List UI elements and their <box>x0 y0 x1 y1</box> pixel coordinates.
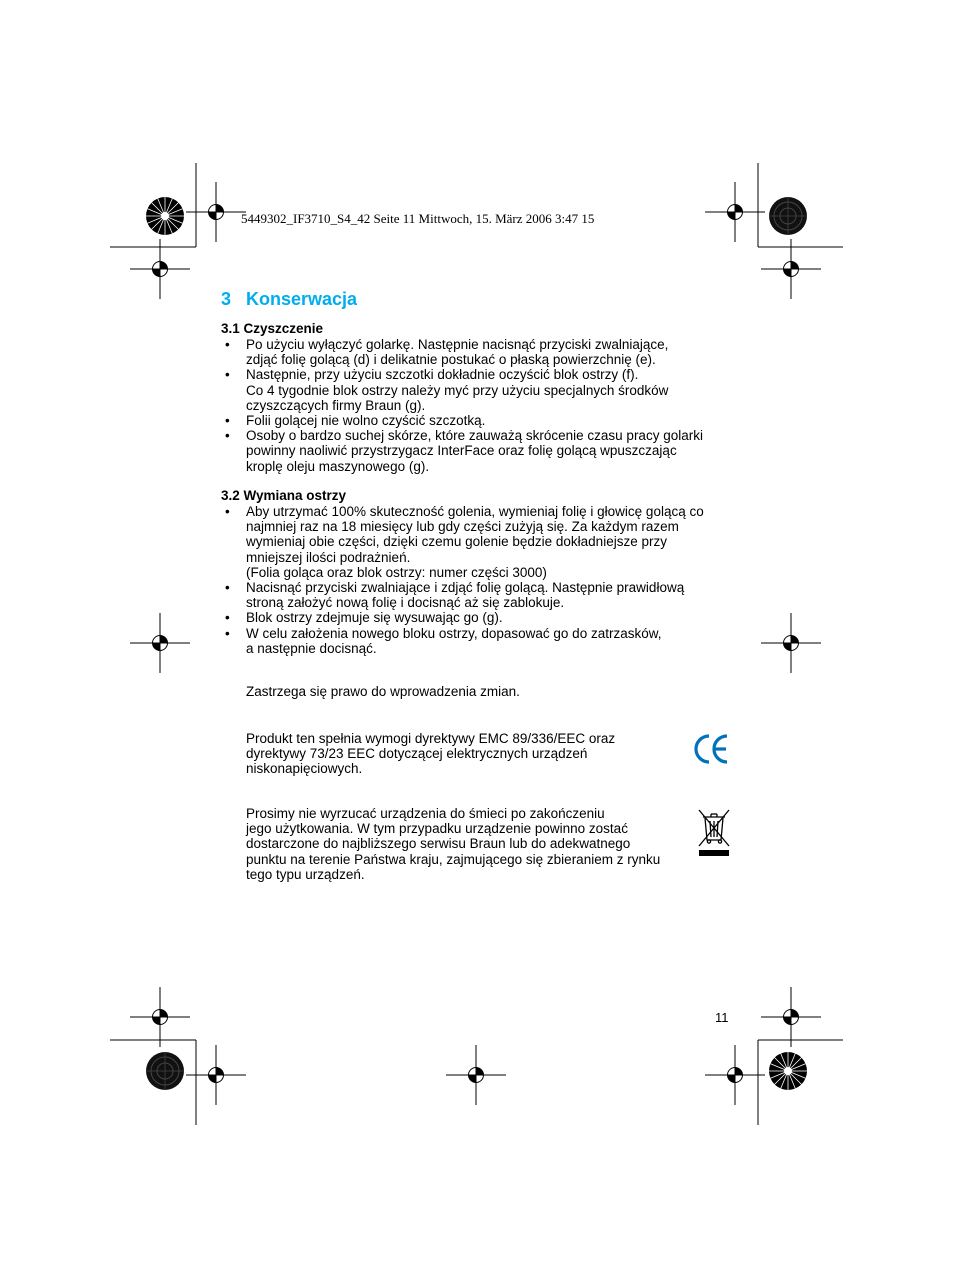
crossed-bin-icon <box>697 808 731 860</box>
list-item: • Blok ostrzy zdejmuje się wysuwając go (g). <box>225 610 503 626</box>
bullet: • <box>225 337 230 352</box>
list-item: • Po użyciu wyłączyć golarkę. Następnie nacisnąć przyciski zwalniające, zdjąć folię golącą (d) i delikatnie postukać o płaską powierzchnię (e). <box>225 337 669 368</box>
list-item: • Folii golącej nie wolno czyścić szczotką. <box>225 413 486 429</box>
list-item: • Następnie, przy użyciu szczotki dokładnie oczyścić blok ostrzy (f). Co 4 tygodnie blok ostrzy należy myć przy użyciu specjalnych środków czyszczących firmy Braun (g). <box>225 367 669 413</box>
subheading-cleaning: 3.1 Czyszczenie <box>221 321 324 336</box>
bullet: • <box>225 413 230 429</box>
subheading-blade-replacement: 3.2 Wymiana ostrzy <box>221 488 347 503</box>
list-item: • Aby utrzymać 100% skuteczność golenia, wymieniaj folię i głowicę golącą co najmniej raz na 18 miesięcy lub gdy części zużyją się. Za każdym razem wymieniaj obie części, dzięki czemu golenie będzie dokładniejsze przy mniejszej ilości podrażnień. (Folia goląca oraz blok ostrzy: numer części 3000) <box>225 504 704 580</box>
bullet: • <box>225 428 230 444</box>
cleaning-list <box>221 337 741 474</box>
bullet: • <box>225 625 230 641</box>
list-item: • Nacisnąć przyciski zwalniające i zdjąć folię golącą. Następnie prawidłową stroną założyć nową folię i docisnąć aż się zablokuje. <box>225 580 685 611</box>
section-heading <box>221 289 357 310</box>
change-notice: Zastrzega się prawo do wprowadzenia zmian. <box>246 684 520 699</box>
page-number: 11 <box>715 1010 729 1025</box>
section-number: 3 <box>221 289 232 309</box>
list-item: • W celu założenia nowego bloku ostrzy, dopasować go do zatrzasków, a następnie docisnąć. <box>225 625 662 656</box>
blade-replacement-list <box>221 504 741 656</box>
print-slug: 5449302_IF3710_S4_42 Seite 11 Mittwoch, 15. März 2006 3:47 15 <box>241 211 595 226</box>
bullet: • <box>225 610 230 626</box>
weee-disposal-text: Prosimy nie wyrzucać urządzenia do śmieci po zakończeniu jego użytkowania. W tym przypadku urządzenie powinno zostać dostarczone do najbliższego serwisu Braun lub do adekwatnego punktu na terenie Państwa kraju, zajmującego się zbieraniem z rynku tego typu urządzeń. <box>246 806 661 882</box>
ce-compliance-text: Produkt ten spełnia wymogi dyrektywy EMC 89/336/EEC oraz dyrektywy 73/23 EEC dotyczącej elektrycznych urządzeń niskonapięciowych. <box>246 731 616 777</box>
bullet: • <box>225 580 230 596</box>
bullet: • <box>225 504 230 519</box>
section-title: Konserwacja <box>246 289 358 309</box>
ce-mark-icon <box>693 733 731 765</box>
bullet: • <box>225 367 230 383</box>
list-item: • Osoby o bardzo suchej skórze, które zauważą skrócenie czasu pracy golarki powinny naoliwić przystrzygacz InterFace oraz folię golącą wpuszczając kroplę oleju maszynowego (g). <box>225 428 703 474</box>
